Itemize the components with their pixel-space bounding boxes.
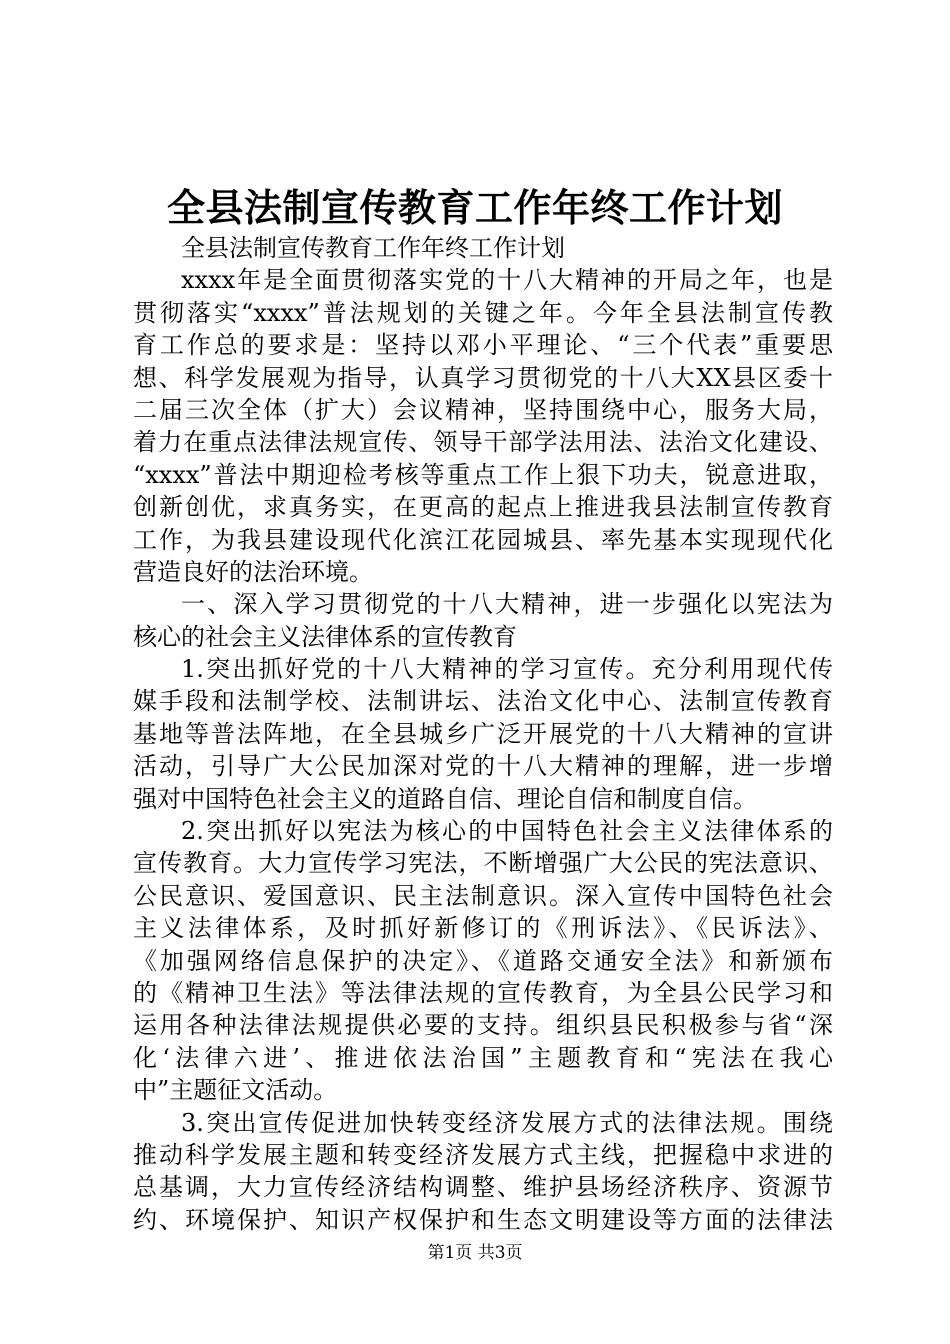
text-line: 核心的社会主义法律体系的宣传教育 [133,622,517,651]
text-line: 二届三次全体（扩大）会议精神，坚持围绕中心，服务大局， [133,395,833,424]
text-line: 2.突出抓好以宪法为核心的中国特色社会主义法律体系的 [181,817,833,846]
document-title: 全县法制宣传教育工作年终工作计划 [166,185,783,230]
text-line: 总基调，大力宣传经济结构调整、维护县场经济秩序、资源节 [133,1173,833,1202]
text-line: 公民意识、爱国意识、民主法制意识。深入宣传中国特色社会 [133,881,833,910]
text-line: 运用各种法律法规提供必要的支持。组织县民积极参与省“深 [133,1011,833,1040]
text-line: 主义法律体系，及时抓好新修订的《刑诉法》、《民诉法》、 [133,914,833,943]
text-line: 基地等普法阵地，在全县城乡广泛开展党的十八大精神的宣讲 [133,719,833,748]
page-footer: 第1页 共3页 [427,1243,523,1263]
text-line: 全县法制宣传教育工作年终工作计划 [181,234,565,262]
text-line: 宣传教育。大力宣传学习宪法，不断增强广大公民的宪法意识、 [133,849,833,878]
text-line: 营造良好的法治环境。 [133,557,373,586]
text-line: 中”主题征文活动。 [133,1076,338,1105]
text-line: 1.突出抓好党的十八大精神的学习宣传。充分利用现代传 [181,655,833,684]
text-line: 育工作总的要求是：坚持以邓小平理论、“三个代表”重要思 [133,331,833,360]
text-line: 强对中国特色社会主义的道路自信、理论自信和制度自信。 [133,784,757,813]
text-line: 的《精神卫生法》等法律法规的宣传教育，为全县公民学习和 [133,978,833,1007]
text-line: 想、科学发展观为指导，认真学习贯彻党的十八大XX县区委十 [133,363,833,392]
text-line: xxxx年是全面贯彻落实党的十八大精神的开局之年，也是 [181,266,833,295]
text-line: 媒手段和法制学校、法制讲坛、法治文化中心、法制宣传教育 [133,687,833,716]
text-line: “xxxx”普法中期迎检考核等重点工作上狠下功夫，锐意进取， [133,460,833,489]
document-body [133,232,833,1236]
text-line: 化‘法律六进’、推进依法治国”主题教育和“宪法在我心 [133,1043,833,1072]
text-line: 一、深入学习贯彻党的十八大精神，进一步强化以宪法为 [181,590,833,619]
text-line: 工作，为我县建设现代化滨江花园城县、率先基本实现现代化 [133,525,833,554]
text-line: 3.突出宣传促进加快转变经济发展方式的法律法规。围绕 [181,1108,833,1137]
text-line: 贯彻落实“xxxx”普法规划的关键之年。今年全县法制宣传教 [133,298,833,327]
text-line: 推动科学发展主题和转变经济发展方式主线，把握稳中求进的 [133,1140,833,1169]
text-line: 创新创优，求真务实，在更高的起点上推进我县法制宣传教育 [133,493,833,522]
text-line: 活动，引导广大公民加深对党的十八大精神的理解，进一步增 [133,752,833,781]
text-line: 着力在重点法律法规宣传、领导干部学法用法、法治文化建设、 [133,428,833,457]
text-line: 约、环境保护、知识产权保护和生态文明建设等方面的法律法 [133,1205,833,1234]
text-line: 《加强网络信息保护的决定》、《道路交通安全法》和新颁布 [133,946,833,975]
